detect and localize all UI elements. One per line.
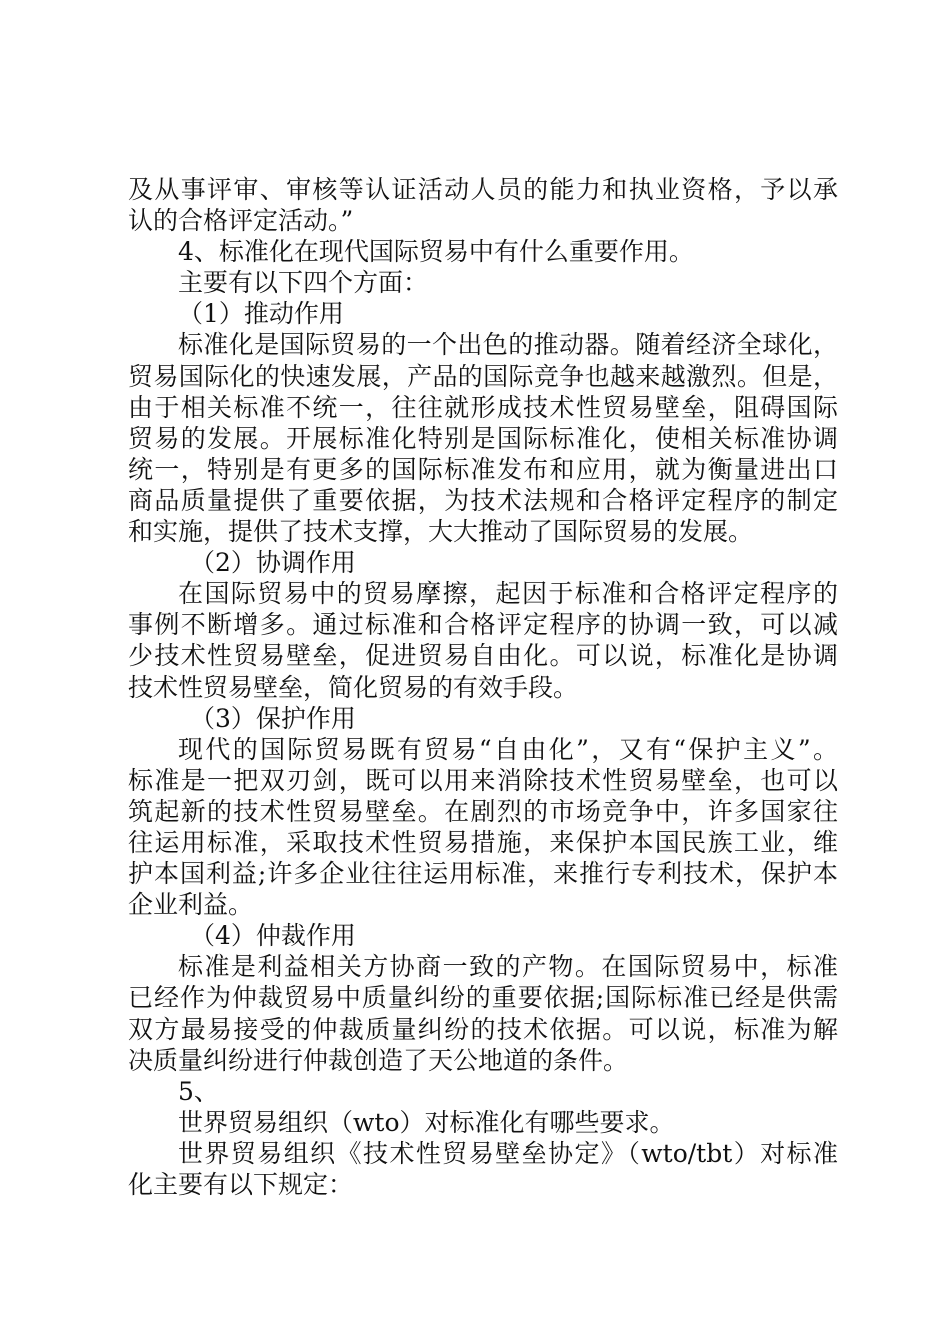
text-line: 4、标准化在现代国际贸易中有什么重要作用。	[178, 237, 694, 267]
text-line: 决质量纠纷进行仲裁创造了天公地道的条件。	[128, 1045, 629, 1075]
text-line: 标准化是国际贸易的一个出色的推动器。随着经济全球化，	[178, 330, 838, 360]
section-heading: （3）保护作用	[190, 703, 356, 733]
text-line: 贸易国际化的快速发展，产品的国际竞争也越来越激烈。但是，	[128, 361, 838, 391]
text-line: 和实施，提供了技术支撑，大大推动了国际贸易的发展。	[128, 517, 754, 547]
text-line: 贸易的发展。开展标准化特别是国际标准化，使相关标准协调	[128, 423, 838, 453]
text-line: 现代的国际贸易既有贸易“自由化”，又有“保护主义”。	[178, 734, 838, 764]
text-line: 世界贸易组织（wto）对标准化有哪些要求。	[178, 1107, 675, 1137]
text-line: 商品质量提供了重要依据，为技术法规和合格评定程序的制定	[128, 485, 838, 515]
text-line: 往运用标准，采取技术性贸易措施，来保护本国民族工业，维	[128, 827, 838, 857]
text-line: 统一，特别是有更多的国际标准发布和应用，就为衡量进出口	[128, 454, 838, 484]
section-heading: （2）协调作用	[190, 548, 356, 578]
text-line: 在国际贸易中的贸易摩擦，起因于标准和合格评定程序的	[178, 579, 838, 609]
text-line: 世界贸易组织《技术性贸易壁垒协定》（wto/tbt）对标准	[178, 1138, 838, 1168]
text-line: 由于相关标准不统一，往往就形成技术性贸易壁垒，阻碍国际	[128, 392, 838, 422]
text-line: 标准是利益相关方协商一致的产物。在国际贸易中，标准	[178, 952, 838, 982]
text-line: 已经作为仲裁贸易中质量纠纷的重要依据;国际标准已经是供需	[128, 983, 838, 1013]
text-line: 双方最易接受的仲裁质量纠纷的技术依据。可以说，标准为解	[128, 1014, 838, 1044]
section-heading: （1）推动作用	[178, 299, 344, 329]
text-line: 筑起新的技术性贸易壁垒。在剧烈的市场竞争中，许多国家往	[128, 796, 838, 826]
text-line: 标准是一把双刃剑，既可以用来消除技术性贸易壁垒，也可以	[128, 765, 838, 795]
section-heading: （4）仲裁作用	[190, 921, 356, 951]
text-line: 及从事评审、审核等认证活动人员的能力和执业资格，予以承	[128, 175, 838, 204]
text-line: 主要有以下四个方面：	[178, 268, 429, 298]
text-line: 少技术性贸易壁垒，促进贸易自由化。可以说，标准化是协调	[128, 641, 838, 671]
text-line: 事例不断增多。通过标准和合格评定程序的协调一致，可以减	[128, 610, 838, 640]
text-line: 认的合格评定活动。”	[128, 206, 354, 236]
text-line: 5、	[178, 1076, 219, 1106]
text-line: 企业利益。	[128, 890, 254, 920]
text-line: 护本国利益;许多企业往往运用标准，来推行专利技术，保护本	[128, 859, 838, 889]
text-line: 化主要有以下规定：	[128, 1170, 354, 1199]
document-body	[128, 174, 838, 1200]
text-line: 技术性贸易壁垒，简化贸易的有效手段。	[128, 672, 579, 702]
